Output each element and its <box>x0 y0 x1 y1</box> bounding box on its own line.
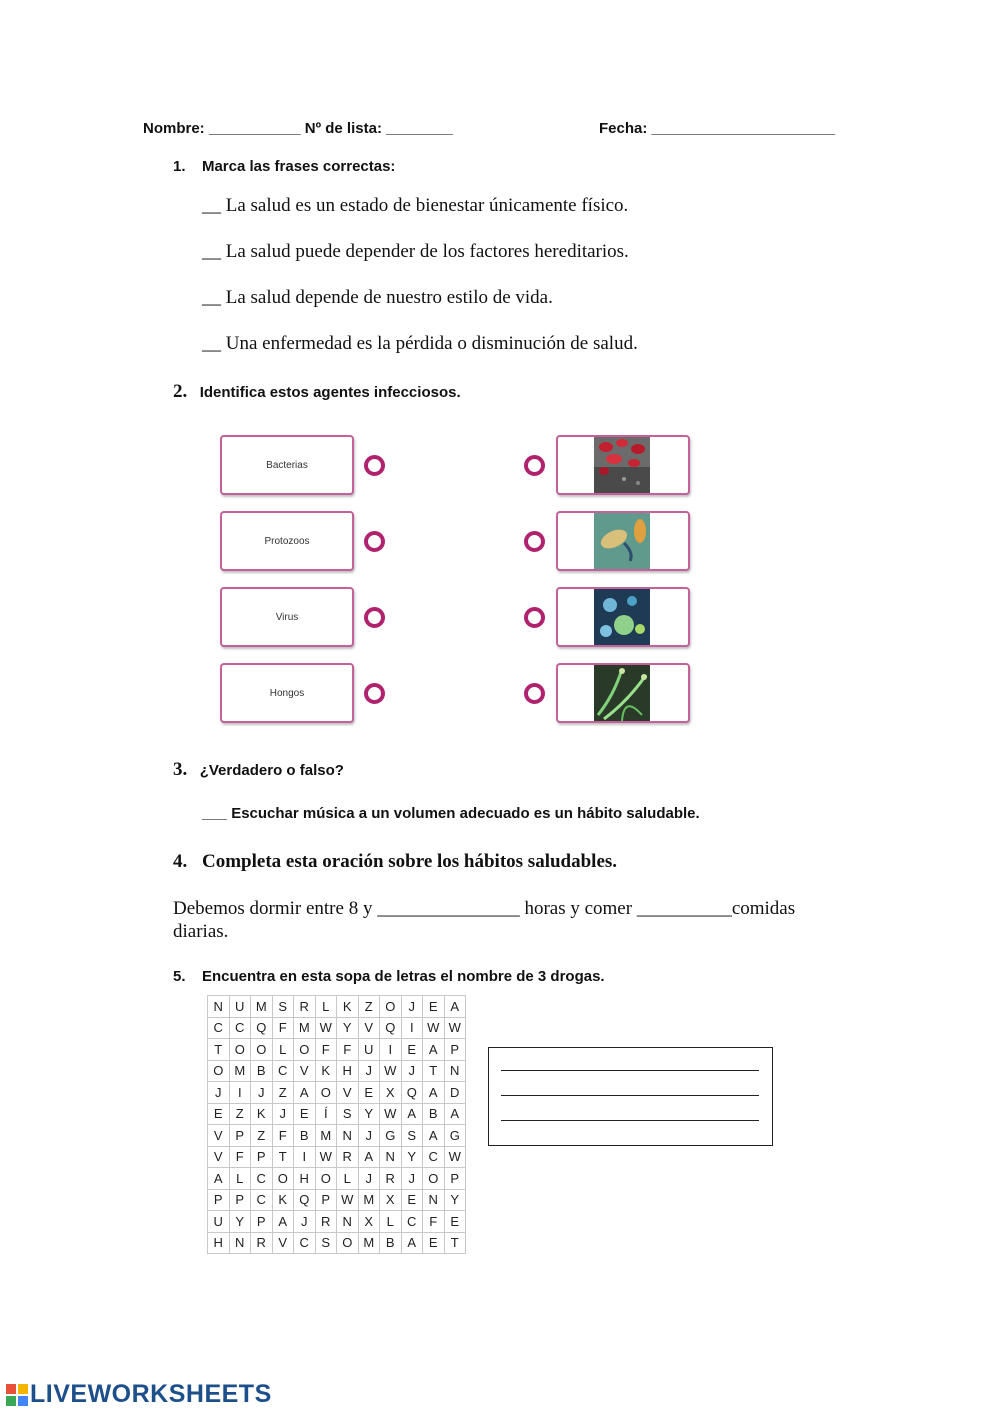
word-search-cell[interactable]: J <box>358 1168 380 1190</box>
word-search-cell[interactable]: A <box>208 1168 230 1190</box>
q1-statement[interactable]: __ La salud depende de nuestro estilo de vida. <box>202 287 553 308</box>
word-search-cell[interactable]: S <box>315 1232 337 1254</box>
word-search-cell[interactable]: J <box>294 1211 316 1233</box>
word-search-cell[interactable]: J <box>358 1060 380 1082</box>
word-search-cell[interactable]: J <box>401 1060 423 1082</box>
word-search-cell[interactable]: A <box>423 1082 445 1104</box>
word-search-cell[interactable]: W <box>444 1146 466 1168</box>
word-search-cell[interactable]: B <box>423 1103 445 1125</box>
word-search-cell[interactable]: A <box>423 1125 445 1147</box>
nombre-field <box>143 120 453 137</box>
word-search-cell[interactable]: Í <box>315 1103 337 1125</box>
match-connector-left[interactable] <box>364 531 385 552</box>
liveworksheets-logo <box>6 1380 272 1409</box>
match-connector-left[interactable] <box>364 683 385 704</box>
word-search-cell[interactable]: A <box>358 1146 380 1168</box>
protozoa-image <box>594 513 650 569</box>
word-search-cell[interactable]: L <box>229 1168 251 1190</box>
word-search-row <box>208 1060 466 1082</box>
word-search-cell[interactable]: Y <box>444 1189 466 1211</box>
word-search-cell[interactable]: E <box>294 1103 316 1125</box>
match-image-card[interactable] <box>556 435 690 495</box>
word-search-grid[interactable] <box>207 995 466 1254</box>
word-search-cell[interactable]: N <box>208 996 230 1018</box>
word-search-row <box>208 1168 466 1190</box>
word-search-cell[interactable]: P <box>251 1146 273 1168</box>
nombre-label: Nombre: <box>143 120 205 137</box>
word-search-row <box>208 1232 466 1254</box>
match-label-text: Hongos <box>269 687 305 699</box>
word-search-cell[interactable]: N <box>229 1232 251 1254</box>
word-search-cell[interactable]: L <box>272 1039 294 1061</box>
word-search-cell[interactable]: V <box>208 1125 230 1147</box>
word-search-cell[interactable]: W <box>423 1017 445 1039</box>
word-search-cell[interactable]: A <box>401 1103 423 1125</box>
word-search-cell[interactable]: W <box>444 1017 466 1039</box>
match-connector-right[interactable] <box>524 455 545 476</box>
q3-title: ¿Verdadero o falso? <box>199 762 344 779</box>
q5-title: Encuentra en esta sopa de letras el nombre de 3 drogas. <box>201 968 605 985</box>
q2-number: 2. <box>173 381 188 402</box>
word-search-cell[interactable]: T <box>272 1146 294 1168</box>
word-search-cell[interactable]: A <box>423 1039 445 1061</box>
word-search-cell[interactable]: Z <box>358 996 380 1018</box>
word-search-cell[interactable]: U <box>229 996 251 1018</box>
answer-line[interactable] <box>501 1070 759 1071</box>
word-search-cell[interactable]: F <box>423 1211 445 1233</box>
word-search-cell[interactable]: C <box>251 1168 273 1190</box>
word-search-cell[interactable]: O <box>272 1168 294 1190</box>
word-search-cell[interactable]: F <box>272 1125 294 1147</box>
word-search-cell[interactable]: O <box>423 1168 445 1190</box>
word-search-cell[interactable]: R <box>294 996 316 1018</box>
word-search-cell[interactable]: R <box>337 1146 359 1168</box>
q4-heading <box>173 851 617 873</box>
q2-title: Identifica estos agentes infecciosos. <box>199 384 461 401</box>
word-search-cell[interactable]: A <box>401 1232 423 1254</box>
word-search-cell[interactable]: Q <box>294 1189 316 1211</box>
word-search-cell[interactable]: N <box>444 1060 466 1082</box>
word-search-cell[interactable]: L <box>380 1211 402 1233</box>
q4-number: 4. <box>173 851 188 872</box>
word-search-cell[interactable]: E <box>401 1039 423 1061</box>
virus-image <box>594 589 650 645</box>
word-search-cell[interactable]: N <box>337 1125 359 1147</box>
word-search-cell[interactable]: I <box>401 1017 423 1039</box>
word-search-cell[interactable]: C <box>401 1211 423 1233</box>
word-search-cell[interactable]: O <box>251 1039 273 1061</box>
word-search-cell[interactable]: X <box>358 1211 380 1233</box>
match-image-card[interactable] <box>556 511 690 571</box>
word-search-cell[interactable]: Q <box>251 1017 273 1039</box>
word-search-cell[interactable]: W <box>380 1060 402 1082</box>
word-search-cell[interactable]: J <box>401 996 423 1018</box>
word-search-cell[interactable]: I <box>380 1039 402 1061</box>
word-search-cell[interactable]: E <box>444 1211 466 1233</box>
word-search-cell[interactable]: P <box>444 1168 466 1190</box>
word-search-cell[interactable]: S <box>272 996 294 1018</box>
word-search-row <box>208 996 466 1018</box>
word-search-row <box>208 1039 466 1061</box>
answer-line[interactable] <box>501 1095 759 1096</box>
match-label-protozoos[interactable] <box>220 511 354 571</box>
answer-line[interactable] <box>501 1120 759 1121</box>
word-search-cell[interactable]: A <box>444 996 466 1018</box>
word-search-cell[interactable]: P <box>208 1189 230 1211</box>
word-search-cell[interactable]: M <box>294 1017 316 1039</box>
match-label-text: Virus <box>275 611 299 623</box>
match-label-virus[interactable] <box>220 587 354 647</box>
q1-heading <box>173 158 395 176</box>
word-search-cell[interactable]: E <box>401 1189 423 1211</box>
match-connector-right[interactable] <box>524 531 545 552</box>
word-search-row <box>208 1017 466 1039</box>
match-connector-left[interactable] <box>364 607 385 628</box>
word-search-cell[interactable]: V <box>358 1017 380 1039</box>
word-search-cell[interactable]: J <box>272 1103 294 1125</box>
q3-statement[interactable]: ___ Escuchar música a un volumen adecuado es un hábito saludable. <box>202 805 700 822</box>
word-search-row <box>208 1189 466 1211</box>
q3-heading <box>173 759 344 781</box>
word-search-cell[interactable]: V <box>208 1146 230 1168</box>
match-connector-right[interactable] <box>524 683 545 704</box>
word-search-cell[interactable]: O <box>315 1082 337 1104</box>
word-search-cell[interactable]: J <box>251 1082 273 1104</box>
word-search-cell[interactable]: T <box>423 1060 445 1082</box>
q2-heading <box>173 381 461 403</box>
word-search-cell[interactable]: F <box>272 1017 294 1039</box>
word-search-cell[interactable]: P <box>444 1039 466 1061</box>
word-search-cell[interactable]: K <box>337 996 359 1018</box>
q1-statement[interactable]: __ Una enfermedad es la pérdida o disminución de salud. <box>202 333 638 354</box>
q4-sentence-line1[interactable]: Debemos dormir entre 8 y _______________ horas y comer __________comidas <box>173 898 796 919</box>
word-search-cell[interactable]: F <box>337 1039 359 1061</box>
word-search-cell[interactable]: M <box>315 1125 337 1147</box>
word-search-cell[interactable]: W <box>315 1146 337 1168</box>
word-search-cell[interactable]: C <box>229 1017 251 1039</box>
q4-sentence-line2: diarias. <box>173 921 229 942</box>
word-search-cell[interactable]: V <box>272 1232 294 1254</box>
word-search-cell[interactable]: W <box>337 1189 359 1211</box>
word-search-row <box>208 1103 466 1125</box>
word-search-cell[interactable]: N <box>380 1146 402 1168</box>
word-search-row <box>208 1082 466 1104</box>
match-label-text: Bacterias <box>266 459 308 471</box>
word-search-cell[interactable]: S <box>401 1125 423 1147</box>
word-search-row <box>208 1211 466 1233</box>
lista-blank[interactable]: ________ <box>386 120 453 137</box>
word-search-cell[interactable]: P <box>251 1211 273 1233</box>
word-search-cell[interactable]: M <box>251 996 273 1018</box>
word-search-cell[interactable]: S <box>337 1103 359 1125</box>
word-search-cell[interactable]: V <box>337 1082 359 1104</box>
word-search-cell[interactable]: N <box>423 1189 445 1211</box>
word-search-cell[interactable]: K <box>251 1103 273 1125</box>
word-search-cell[interactable]: P <box>315 1189 337 1211</box>
word-search-cell[interactable]: R <box>251 1232 273 1254</box>
match-label-text: Protozoos <box>264 535 310 547</box>
word-search-cell[interactable]: K <box>272 1189 294 1211</box>
word-search-cell[interactable]: A <box>272 1211 294 1233</box>
word-search-cell[interactable]: O <box>229 1039 251 1061</box>
word-search-cell[interactable]: Q <box>380 1017 402 1039</box>
word-search-cell[interactable]: Y <box>401 1146 423 1168</box>
word-search-cell[interactable]: Y <box>229 1211 251 1233</box>
word-search-cell[interactable]: I <box>294 1146 316 1168</box>
word-search-cell[interactable]: C <box>294 1232 316 1254</box>
word-search-cell[interactable]: U <box>358 1039 380 1061</box>
fecha-blank[interactable]: ______________________ <box>651 120 836 137</box>
word-search-cell[interactable]: C <box>208 1017 230 1039</box>
word-search-cell[interactable]: E <box>423 1232 445 1254</box>
word-search-cell[interactable]: B <box>251 1060 273 1082</box>
q1-statement[interactable]: __ La salud es un estado de bienestar únicamente físico. <box>202 195 629 216</box>
word-search-cell[interactable]: T <box>444 1232 466 1254</box>
match-label-bacterias[interactable] <box>220 435 354 495</box>
word-search-cell[interactable]: H <box>294 1168 316 1190</box>
q1-number: 1. <box>173 158 186 175</box>
word-search-cell[interactable]: L <box>337 1168 359 1190</box>
liveworksheets-logo-icon <box>6 1384 28 1406</box>
word-search-cell[interactable]: I <box>229 1082 251 1104</box>
match-connector-right[interactable] <box>524 607 545 628</box>
word-search-row <box>208 1146 466 1168</box>
lista-label: Nº de lista: <box>304 120 382 137</box>
fungi-image <box>594 665 650 721</box>
q1-title: Marca las frases correctas: <box>201 158 396 175</box>
word-search-cell[interactable]: C <box>423 1146 445 1168</box>
word-search-cell[interactable]: A <box>294 1082 316 1104</box>
word-search-cell[interactable]: X <box>380 1082 402 1104</box>
word-search-cell[interactable]: O <box>294 1039 316 1061</box>
word-search-cell[interactable]: G <box>380 1125 402 1147</box>
word-search-cell[interactable]: O <box>337 1232 359 1254</box>
word-search-cell[interactable]: Z <box>229 1103 251 1125</box>
word-search-cell[interactable]: B <box>294 1125 316 1147</box>
word-search-cell[interactable]: M <box>229 1060 251 1082</box>
q3-number: 3. <box>173 759 188 780</box>
word-search-cell[interactable]: X <box>380 1189 402 1211</box>
word-search-cell[interactable]: R <box>380 1168 402 1190</box>
word-search-cell[interactable]: A <box>444 1103 466 1125</box>
fecha-label: Fecha: <box>599 120 648 137</box>
word-search-cell[interactable]: H <box>337 1060 359 1082</box>
word-search-cell[interactable]: Z <box>251 1125 273 1147</box>
word-search-cell[interactable]: Q <box>401 1082 423 1104</box>
word-search-cell[interactable]: U <box>208 1211 230 1233</box>
word-search-cell[interactable]: E <box>423 996 445 1018</box>
match-label-hongos[interactable] <box>220 663 354 723</box>
word-search-cell[interactable]: C <box>251 1189 273 1211</box>
q5-number: 5. <box>173 968 186 985</box>
word-search-cell[interactable]: K <box>315 1060 337 1082</box>
word-search-cell[interactable]: P <box>229 1125 251 1147</box>
word-search-cell[interactable]: O <box>208 1060 230 1082</box>
word-search-cell[interactable]: B <box>380 1232 402 1254</box>
nombre-blank[interactable]: ___________ <box>208 120 301 137</box>
answer-box <box>488 1047 773 1146</box>
match-image-card[interactable] <box>556 587 690 647</box>
match-connector-left[interactable] <box>364 455 385 476</box>
word-search-table[interactable] <box>207 995 466 1254</box>
word-search-cell[interactable]: O <box>380 996 402 1018</box>
word-search-cell[interactable]: F <box>229 1146 251 1168</box>
word-search-cell[interactable]: F <box>315 1039 337 1061</box>
word-search-cell[interactable]: G <box>444 1125 466 1147</box>
red-cells-image <box>594 437 650 493</box>
q1-statement[interactable]: __ La salud puede depender de los factores hereditarios. <box>202 241 629 262</box>
word-search-cell[interactable]: H <box>208 1232 230 1254</box>
word-search-cell[interactable]: O <box>315 1168 337 1190</box>
word-search-cell[interactable]: D <box>444 1082 466 1104</box>
word-search-row <box>208 1125 466 1147</box>
word-search-cell[interactable]: E <box>208 1103 230 1125</box>
fecha-field <box>599 120 835 137</box>
word-search-cell[interactable]: L <box>315 996 337 1018</box>
word-search-cell[interactable]: V <box>294 1060 316 1082</box>
word-search-cell[interactable]: J <box>358 1125 380 1147</box>
word-search-cell[interactable]: E <box>358 1082 380 1104</box>
word-search-cell[interactable]: N <box>337 1211 359 1233</box>
word-search-cell[interactable]: T <box>208 1039 230 1061</box>
word-search-cell[interactable]: J <box>401 1168 423 1190</box>
word-search-cell[interactable]: Y <box>358 1103 380 1125</box>
q4-title: Completa esta oración sobre los hábitos saludables. <box>202 851 618 872</box>
match-image-card[interactable] <box>556 663 690 723</box>
word-search-cell[interactable]: J <box>208 1082 230 1104</box>
word-search-cell[interactable]: W <box>315 1017 337 1039</box>
word-search-cell[interactable]: M <box>358 1189 380 1211</box>
word-search-cell[interactable]: W <box>380 1103 402 1125</box>
word-search-cell[interactable]: R <box>315 1211 337 1233</box>
word-search-cell[interactable]: C <box>272 1060 294 1082</box>
word-search-cell[interactable]: Z <box>272 1082 294 1104</box>
logo-text: LIVEWORKSHEETS <box>30 1380 272 1408</box>
word-search-cell[interactable]: M <box>358 1232 380 1254</box>
word-search-cell[interactable]: P <box>229 1189 251 1211</box>
q5-heading <box>173 968 605 986</box>
word-search-cell[interactable]: Y <box>337 1017 359 1039</box>
